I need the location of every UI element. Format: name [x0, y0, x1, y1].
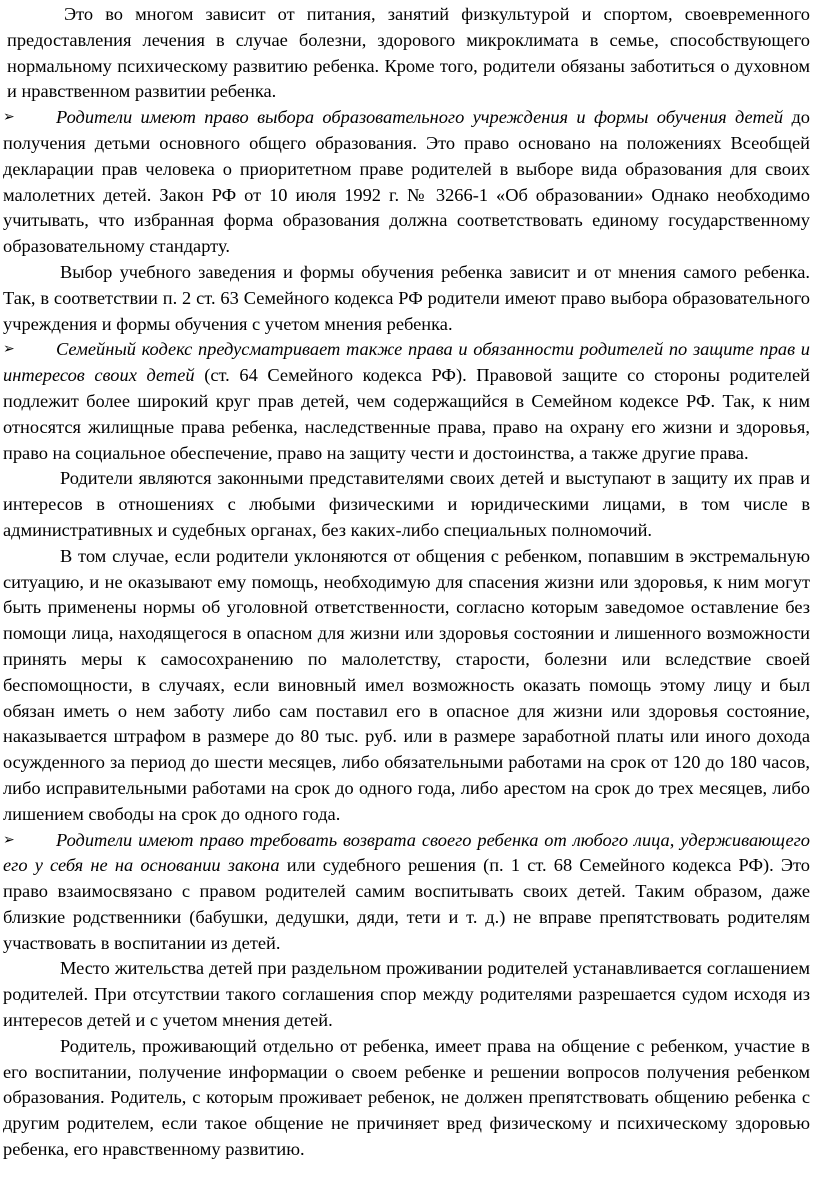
- bullet-body-text: или судебного решения (п. 1 ст. 68 Семейного кодекса РФ). Это право взаимосвязано с правом родителей самим воспитывать своих детей. Таким образом, даже близкие родственники (бабушки, дедушки, дяди, тети и т. д.) не вправе препятствовать родителям участвовать в воспитании из детей.: [3, 855, 810, 953]
- paragraph-legal-representatives: Родители являются законными представителями своих детей и выступают в защиту их прав и интересов в отношениях с любыми физическими и юридическими лицами, в том числе в административных и судебных органах, без каких-либо специальных полномочий.: [3, 468, 810, 540]
- paragraph-separate-parent-rights: Родитель, проживающий отдельно от ребенка, имеет права на общение с ребенком, участие в его воспитании, получение информации о своем ребенке и решении вопросов получения ребенком образования. Родитель, с которым проживает ребенок, не должен препятствовать общению ребенка с другим родителем, если такое общение не причиняет вред физическому и психическому здоровью ребенка, его нравственному развитию.: [3, 1035, 810, 1160]
- arrow-bullet-icon: ➢: [3, 109, 15, 126]
- bullet-paragraph-protection-of-rights: [3, 337, 810, 466]
- arrow-bullet-icon: ➢: [3, 341, 15, 358]
- bullet-body-text: до получения детьми основного общего образования. Это право основано на положениях Всеобщей декларации прав человека о приоритетном праве родителей в выборе вида образования для своих малолетних детей. Закон РФ от 10 июля 1992 г. № 3266-1 «Об образовании» Однако необходимо учитывать, что избранная форма образования должна соответствовать единому государственному образовательному стандарту.: [3, 107, 810, 257]
- paragraph-health-and-upbringing: Это во многом зависит от питания, занятий физкультурой и спортом, своевременного предоставления лечения в случае болезни, здорового микроклимата в семье, способствующего нормальному психическому развитию ребенка. Кроме того, родители обязаны заботиться о духовном и нравственном развитии ребенка.: [7, 4, 810, 102]
- paragraph-place-of-residence: Место жительства детей при раздельном проживании родителей устанавливается соглашением родителей. При отсутствии такого соглашения спор между родителями разрешается судом исходя из интересов детей и с учетом мнения детей.: [3, 958, 810, 1031]
- bullet-paragraph-choice-of-education: [3, 105, 810, 260]
- bullet-paragraph-return-of-child: [3, 828, 810, 957]
- bullet-lead-italic: Семейный кодекс предусматривает также права и обязанности родителей по защите прав и интересов своих детей: [3, 339, 810, 386]
- paragraph-child-opinion: Выбор учебного заведения и формы обучения ребенка зависит и от мнения самого ребенка. Так, в соответствии п. 2 ст. 63 Семейного кодекса РФ родители имеют право выбора образовательного учреждения и формы обучения с учетом мнения ребенка.: [3, 261, 810, 334]
- paragraph-criminal-liability: В том случае, если родители уклоняются от общения с ребенком, попавшим в экстремальную ситуацию, и не оказывают ему помощь, необходимую для спасения жизни или здоровья, к ним могут быть применены нормы об уголовной ответственности, согласно которым заведомое оставление без помощи лица, находящегося в опасном для жизни или здоровья состоянии и лишенного возможности принять меры к самосохранению по малолетству, старости, болезни или вследствие своей беспомощности, в случаях, если виновный имел возможность оказать помощь этому лицу и был обязан иметь о нем заботу либо сам поставил его в опасное для жизни или здоровья состояние, наказывается штрафом в размере до 80 тыс. руб. или в размере заработной платы или иного дохода осужденного за период до шести месяцев, либо обязательными работами на срок от 120 до 180 часов, либо исправительными работами на срок до одного года, либо арестом на срок до трех месяцев, либо лишением свободы на срок до одного года.: [3, 545, 810, 824]
- bullet-body-text: (ст. 64 Семейного кодекса РФ). Правовой защите со стороны родителей подлежит более широкий круг прав детей, чем содержащийся в Семейном кодексе РФ. Так, к ним относятся жилищные права ребенка, наследственные права, право на охрану его жизни и здоровья, право на социальное обеспечение, право на защиту чести и достоинства, а также другие права.: [3, 365, 810, 463]
- bullet-lead-italic: Родители имеют право выбора образовательного учреждения и формы обучения детей: [56, 107, 784, 128]
- arrow-bullet-icon: ➢: [3, 831, 15, 848]
- bullet-lead-italic: Родители имеют право требовать возврата своего ребенка от любого лица, удерживающего его у себя не на основании закона: [3, 829, 810, 876]
